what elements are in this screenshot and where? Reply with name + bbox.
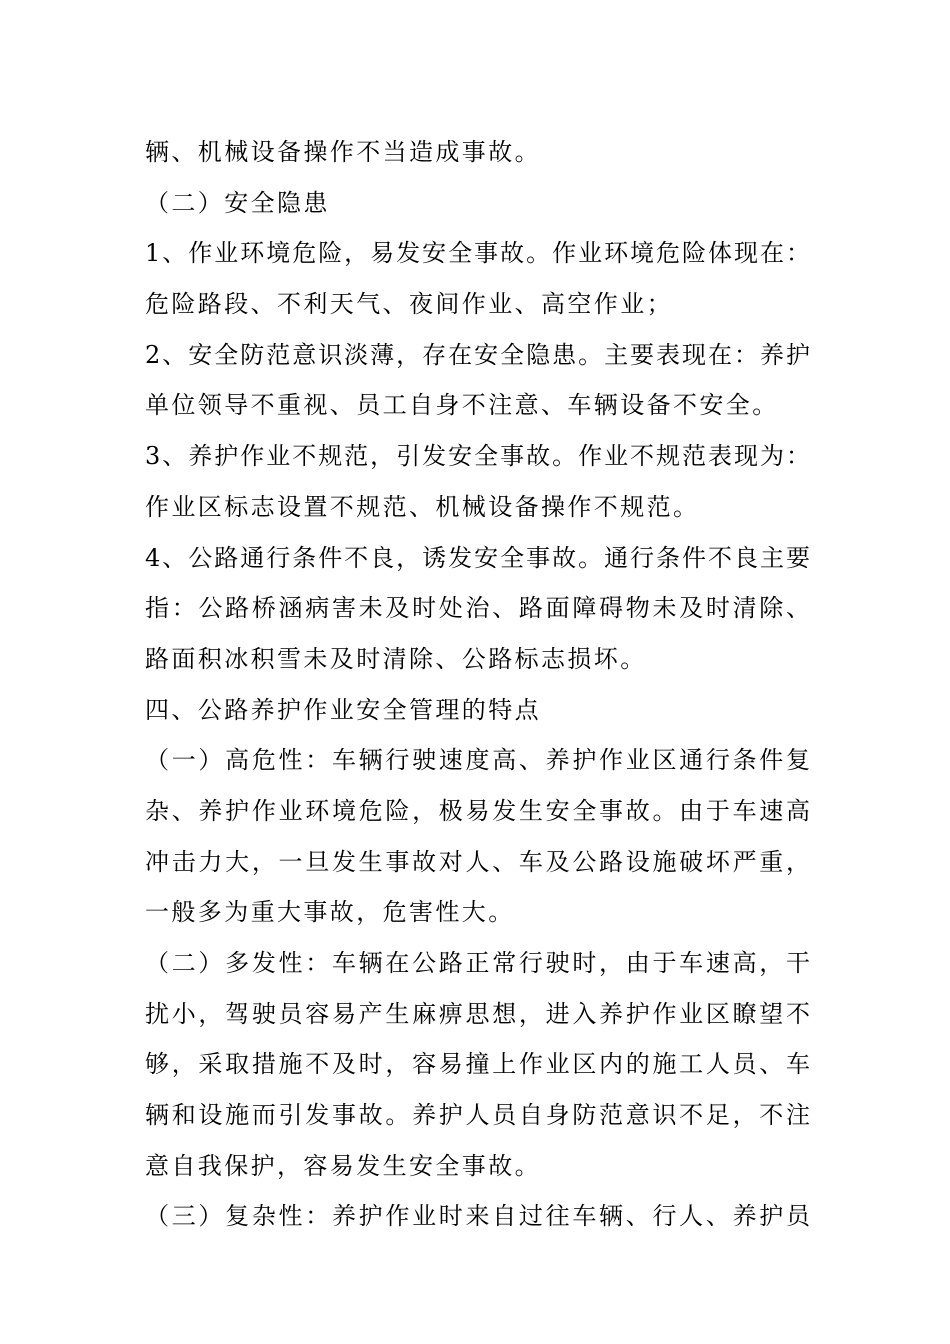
text-line: 危险路段、不利天气、夜间作业、高空作业； bbox=[145, 290, 673, 319]
text-line: 指：公路桥涵病害未及时处治、路面障碍物未及时清除、 bbox=[145, 594, 810, 623]
text-line: （一）高危性：车辆行驶速度高、养护作业区通行条件复 bbox=[145, 746, 810, 775]
text-line: 一般多为重大事故，危害性大。 bbox=[145, 898, 515, 927]
text-line: 2、安全防范意识淡薄，存在安全隐患。主要表现在：养护 bbox=[145, 340, 810, 369]
text-line: 辆、机械设备操作不当造成事故。 bbox=[145, 138, 541, 166]
text-line: 四、公路养护作业安全管理的特点 bbox=[145, 695, 541, 724]
text-line: 作业区标志设置不规范、机械设备操作不规范。 bbox=[145, 492, 700, 521]
text-line: 杂、养护作业环境危险，极易发生安全事故。由于车速高 bbox=[145, 796, 810, 825]
text-line: （二）多发性：车辆在公路正常行驶时，由于车速高，干 bbox=[145, 949, 810, 977]
text-line: 4、公路通行条件不良，诱发安全事故。通行条件不良主要 bbox=[145, 543, 810, 572]
text-line: 1、作业环境危险，易发安全事故。作业环境危险体现在： bbox=[145, 239, 810, 268]
text-line: （二）安全隐患 bbox=[145, 188, 330, 217]
text-line: 冲击力大，一旦发生事故对人、车及公路设施破坏严重， bbox=[145, 847, 810, 876]
document-body bbox=[145, 127, 810, 1242]
text-line: （三）复杂性：养护作业时来自过往车辆、行人、养护员 bbox=[145, 1202, 810, 1231]
text-line: 够，采取措施不及时，容易撞上作业区内的施工人员、车 bbox=[145, 1050, 810, 1079]
text-line: 辆和设施而引发事故。养护人员自身防范意识不足，不注 bbox=[145, 1101, 810, 1130]
text-line: 路面积冰积雪未及时清除、公路标志损坏。 bbox=[145, 644, 647, 673]
text-line: 3、养护作业不规范，引发安全事故。作业不规范表现为： bbox=[145, 442, 810, 471]
text-line: 意自我保护，容易发生安全事故。 bbox=[145, 1151, 541, 1180]
text-line: 扰小，驾驶员容易产生麻痹思想，进入养护作业区瞭望不 bbox=[145, 999, 810, 1028]
text-line: 单位领导不重视、员工自身不注意、车辆设备不安全。 bbox=[145, 391, 779, 420]
